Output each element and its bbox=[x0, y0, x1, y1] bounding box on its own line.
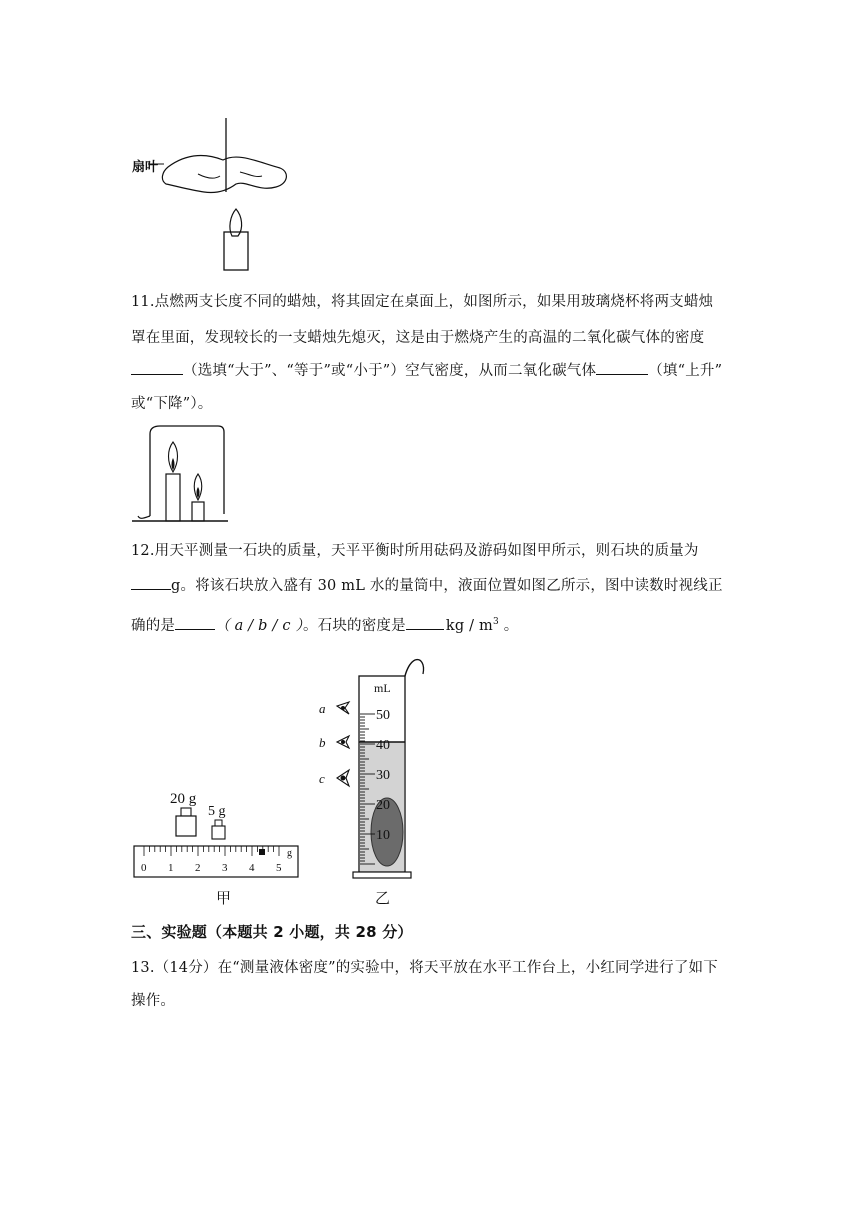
density-unit: kg / m bbox=[445, 617, 493, 634]
beaker-candles-figure bbox=[130, 424, 230, 526]
q11-line2: 罩在里面，发现较长的一支蜡烛先熄灭，这是由于燃烧产生的高温的二氧化碳气体的密度 bbox=[131, 330, 705, 346]
scale-unit-label: g bbox=[287, 848, 292, 859]
eye-c-icon bbox=[337, 770, 349, 786]
density-unit-exponent: 3 bbox=[492, 617, 499, 627]
q13-line1: 13.（14分）在“测量液体密度”的实验中，将天平放在水平工作台上，小红同学进行了如下 bbox=[131, 960, 718, 976]
answer-blank[interactable] bbox=[131, 360, 183, 375]
q12-line2-unit: g。 bbox=[171, 578, 196, 594]
eye-label-b: b bbox=[319, 735, 326, 750]
q12-line1: 12.用天平测量一石块的质量，天平平衡时所用砝码及游码如图甲所示，则石块的质量为 bbox=[131, 543, 699, 559]
section-heading: 三、实验题（本题共 2 小题，共 28 分） bbox=[131, 923, 413, 941]
cylinder-unit: mL bbox=[374, 681, 391, 695]
q12-line3-b: 。石块的密度是 bbox=[302, 617, 406, 634]
q12-line2-rest: 将该石块放入盛有 30 mL 水的量筒中，液面位置如图乙所示，图中读数时视线正 bbox=[195, 578, 723, 594]
scale-tick-label: 2 bbox=[195, 862, 201, 874]
q12-line3-a: 确的是 bbox=[131, 617, 176, 634]
scale-tick-label: 5 bbox=[276, 862, 282, 874]
q13-line2: 操作。 bbox=[131, 993, 176, 1009]
cylinder-tick-label: 50 bbox=[376, 708, 390, 723]
cylinder-tick-label: 40 bbox=[376, 738, 390, 753]
q12-line2 bbox=[131, 575, 723, 596]
answer-blank[interactable] bbox=[131, 575, 171, 590]
answer-blank[interactable] bbox=[406, 615, 444, 630]
q11-line4: 或“下降”）。 bbox=[131, 396, 213, 412]
q11-line3-mid: （选填“大于”、“等于”或“小于”）空气密度，从而二氧化碳气体 bbox=[183, 363, 597, 379]
scale-tick-label: 4 bbox=[249, 862, 255, 874]
q12-line3 bbox=[131, 612, 518, 636]
eye-a-icon bbox=[337, 702, 349, 714]
scale-tick-label: 0 bbox=[141, 862, 147, 874]
answer-blank[interactable] bbox=[175, 615, 215, 630]
q11-line1: 11.点燃两支长度不同的蜡烛，将其固定在桌面上，如图所示，如果用玻璃烧杯将两支蜡烛 bbox=[131, 294, 714, 310]
q12-line3-end: 。 bbox=[498, 617, 519, 634]
eye-b-icon bbox=[337, 736, 349, 748]
weight-5g-label: 5 g bbox=[208, 804, 226, 819]
cylinder-caption: 乙 bbox=[375, 891, 391, 907]
answer-blank[interactable] bbox=[596, 360, 648, 375]
eye-label-c: c bbox=[319, 771, 325, 786]
scale-tick-label: 1 bbox=[168, 862, 174, 874]
weight-20g-label: 20 g bbox=[170, 791, 197, 807]
fan-candle-figure bbox=[128, 112, 298, 277]
eye-label-a: a bbox=[319, 701, 326, 716]
scale-tick-label: 3 bbox=[222, 862, 228, 874]
balance-figure bbox=[130, 786, 305, 908]
q12-options: （ a / b / c ） bbox=[215, 617, 303, 634]
cylinder-tick-label: 20 bbox=[376, 798, 390, 813]
q11-line3-end: （填“上升” bbox=[648, 363, 723, 379]
cylinder-tick-label: 10 bbox=[376, 828, 390, 843]
q11-line3 bbox=[131, 360, 722, 381]
rider bbox=[259, 849, 265, 855]
fan-label: 扇叶 bbox=[132, 160, 159, 175]
cylinder-tick-label: 30 bbox=[376, 768, 390, 783]
cylinder-figure bbox=[315, 656, 435, 908]
balance-caption: 甲 bbox=[216, 891, 232, 907]
